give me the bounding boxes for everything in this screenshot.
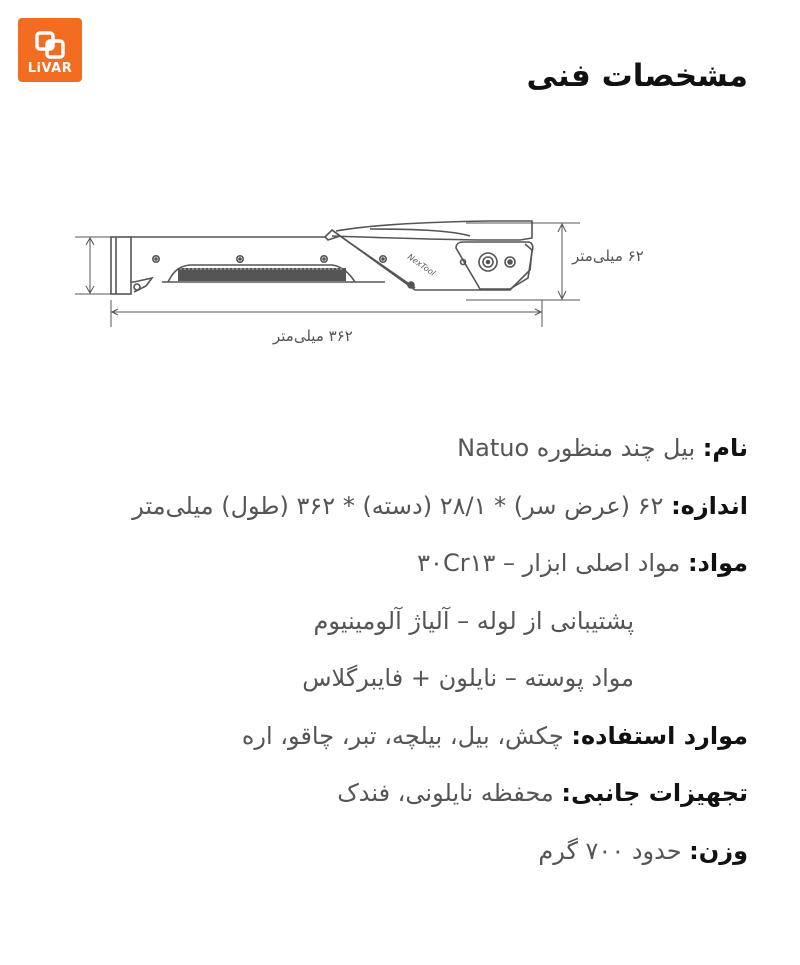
- brand-logo: [18, 18, 82, 82]
- nextool-brand-mark: NexTool: [405, 252, 437, 278]
- spec-row-materials-tube: [28, 606, 748, 664]
- spec-label: اندازه:: [671, 491, 748, 520]
- spec-row-name: [28, 433, 748, 491]
- spec-label: وزن:: [689, 836, 748, 865]
- spec-value: مواد اصلی ابزار – ۳۰Cr۱۳: [417, 549, 688, 577]
- spec-list: [28, 433, 748, 893]
- spec-value: پشتیبانی از لوله – آلیاژ آلومینیوم: [313, 606, 634, 635]
- spec-value: حدود ۷۰۰ گرم: [538, 836, 690, 865]
- spec-row-size: [28, 491, 748, 549]
- spec-value: چکش، بیل، بیلچه، تبر، چاقو، اره: [241, 721, 572, 750]
- spec-label: موارد استفاده:: [571, 721, 748, 750]
- overlapping-squares-icon: [35, 31, 65, 59]
- spec-value: بیل چند منظوره Natuo: [457, 434, 703, 462]
- spec-label: نام:: [702, 434, 748, 462]
- spec-value: مواد پوسته – نایلون + فایبرگلاس: [302, 664, 634, 692]
- spec-label: تجهیزات جانبی:: [561, 779, 748, 807]
- spec-value: ۶۲ (عرض سر) * ۲۸/۱ (دسته) * ۳۶۲ (طول) میلی‌متر: [132, 491, 672, 520]
- length-dimension-label: ۳۶۲ میلی‌متر: [273, 327, 353, 345]
- spec-row-materials-shell: [28, 663, 748, 721]
- spec-row-accessories: [28, 778, 748, 836]
- brand-logo-text: LiVAR: [27, 61, 73, 76]
- height-dimension-label: ۶۲ میلی‌متر: [572, 247, 644, 265]
- product-technical-drawing: [70, 200, 690, 360]
- spec-value: محفظه نایلونی، فندک: [337, 779, 562, 807]
- spec-row-weight: [28, 836, 748, 894]
- spec-label: مواد:: [687, 549, 748, 577]
- spec-row-materials: [28, 548, 748, 606]
- page-title: مشخصات فنی: [526, 58, 748, 94]
- spec-row-uses: [28, 721, 748, 779]
